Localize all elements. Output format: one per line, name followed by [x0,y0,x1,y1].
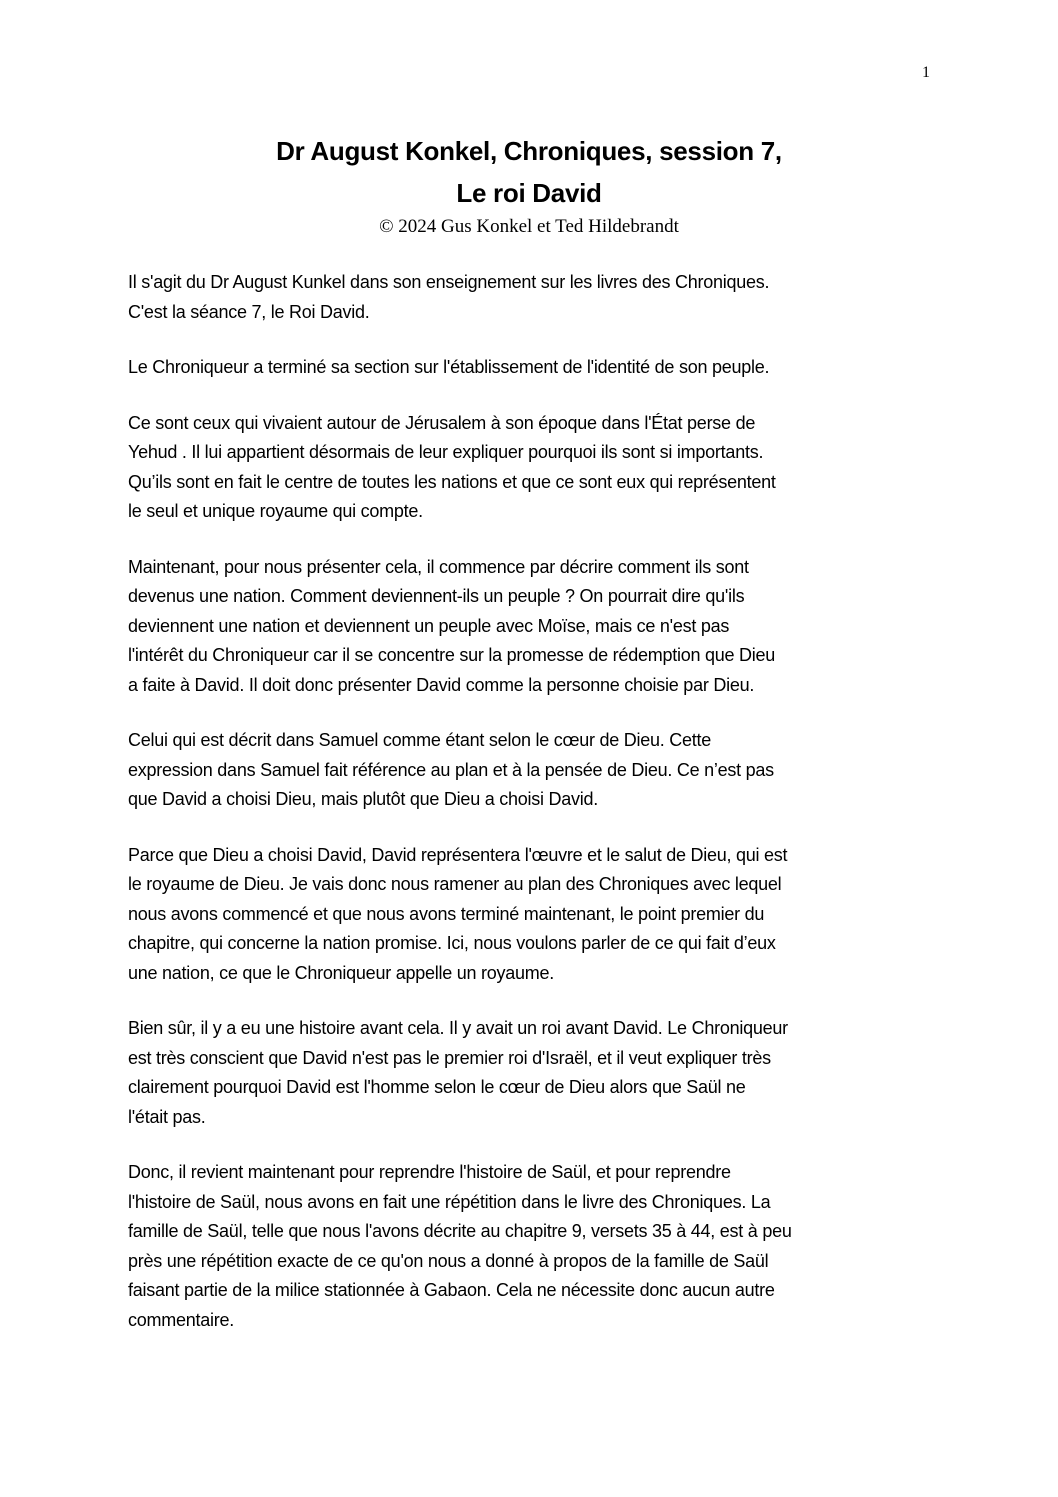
text-line: le seul et unique royaume qui compte. [128,501,423,521]
paragraph [128,553,948,701]
text-line: près une répétition exacte de ce qu'on nous a donné à propos de la famille de Saül [128,1250,769,1271]
text-line: Le Chroniqueur a terminé sa section sur l'établissement de l'identité de son peuple. [128,357,770,377]
text-line: a faite à David. Il doit donc présenter David comme la personne choisie par Dieu. [128,674,755,695]
text-line: Yehud . Il lui appartient désormais de leur expliquer pourquoi ils sont si importants. [128,442,764,462]
paragraph [128,268,948,327]
text-line: Il s'agit du Dr August Kunkel dans son enseignement sur les livres des Chroniques. [128,272,770,292]
text-line: chapitre, qui concerne la nation promise. Ici, nous voulons parler de ce qui fait d’eux [128,933,776,953]
text-line: est très conscient que David n'est pas le premier roi d'Israël, et il veut expliquer très [128,1047,771,1068]
paragraph [128,353,948,383]
paragraph [128,841,948,989]
text-line: nous avons commencé et que nous avons terminé maintenant, le point premier du [128,903,765,924]
text-line: une nation, ce que le Chroniqueur appelle un royaume. [128,962,555,983]
text-line: Celui qui est décrit dans Samuel comme étant selon le cœur de Dieu. Cette [128,730,712,750]
page-number: 1 [922,64,930,81]
document-body [128,268,948,1361]
text-line: famille de Saül, telle que nous l'avons décrite au chapitre 9, versets 35 à 44, est à peu [128,1221,792,1241]
paragraph [128,1158,948,1335]
text-line: l'était pas. [128,1106,206,1127]
text-line: clairement pourquoi David est l'homme selon le cœur de Dieu alors que Saül ne [128,1077,746,1097]
copyright-line: © 2024 Gus Konkel et Ted Hildebrandt [379,216,679,237]
text-line: faisant partie de la milice stationnée à Gabaon. Cela ne nécessite donc aucun autre [128,1280,775,1300]
text-line: expression dans Samuel fait référence au plan et à la pensée de Dieu. Ce n’est pas [128,759,774,780]
text-line: Qu’ils sont en fait le centre de toutes les nations et que ce sont eux qui représentent [128,471,776,492]
text-line: deviennent une nation et deviennent un peuple avec Moïse, mais ce n'est pas [128,615,730,636]
text-line: Parce que Dieu a choisi David, David représentera l'œuvre et le salut de Dieu, qui est [128,844,788,865]
paragraph [128,726,948,815]
document-title-line-1: Dr August Konkel, Chroniques, session 7, [276,136,782,166]
paragraph [128,409,948,527]
text-line: Donc, il revient maintenant pour reprendre l'histoire de Saül, et pour reprendre [128,1162,731,1182]
text-line: devenus une nation. Comment deviennent-ils un peuple ? On pourrait dire qu'ils [128,586,745,606]
text-line: Ce sont ceux qui vivaient autour de Jérusalem à son époque dans l'État perse de [128,412,756,433]
text-line: que David a choisi Dieu, mais plutôt que Dieu a choisi David. [128,789,599,809]
paragraph [128,1014,948,1132]
text-line: C'est la séance 7, le Roi David. [128,301,370,322]
text-line: le royaume de Dieu. Je vais donc nous ramener au plan des Chroniques avec lequel [128,874,782,894]
document-title-line-2: Le roi David [456,178,602,208]
text-line: Maintenant, pour nous présenter cela, il commence par décrire comment ils sont [128,556,749,577]
text-line: l'intérêt du Chroniqueur car il se concentre sur la promesse de rédemption que Dieu [128,645,776,665]
text-line: commentaire. [128,1309,235,1330]
text-line: Bien sûr, il y a eu une histoire avant cela. Il y avait un roi avant David. Le Chroniqueur [128,1018,788,1038]
text-line: l'histoire de Saül, nous avons en fait une répétition dans le livre des Chroniques. La [128,1191,771,1212]
